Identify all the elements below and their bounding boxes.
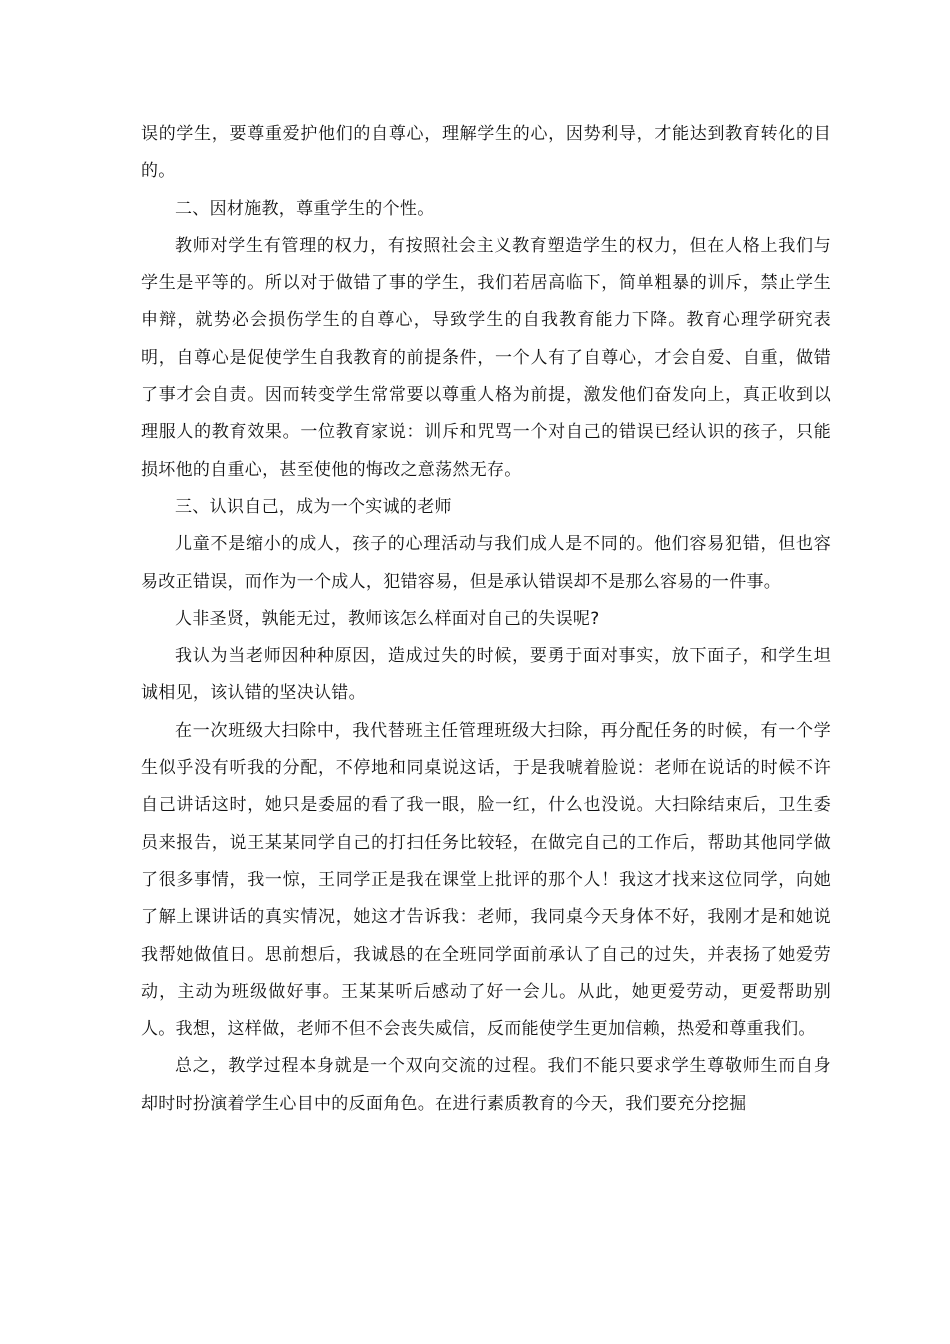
section-heading-2: 二、因材施教，尊重学生的个性。 <box>175 198 435 219</box>
paragraph-story: 在一次班级大扫除中，我代替班主任管理班级大扫除，再分配任务的时候，有一个学生似乎没有听我的分配，不停地和同桌说这话，于是我唬着脸说：老师在说话的时候不许自己讲话这时，她只是委屈的看了我一眼，脸一红，什么也没说。大扫除结束后，卫生委员来报告，说王某某同学自己的打扫任务比较轻，在做完自己的工作后，帮助其他同学做了很多事情，我一惊，王同学正是我在课堂上批评的那个人！我这才找来这位同学，向她了解上课讲话的真实情况，她这才告诉我：老师，我同桌今天身体不好，我刚才是和她说我帮她做值日。思前想后，我诚恳的在全班同学面前承认了自己的过失，并表扬了她爱劳动，主动为班级做好事。王某某听后感动了好一会儿。从此，她更爱劳动，更爱帮助别人。我想，这样做，老师不但不会丧失威信，反而能使学生更加信赖，热爱和尊重我们。 <box>141 720 831 1040</box>
paragraph-conclusion: 总之，教学过程本身就是一个双向交流的过程。我们不能只要求学生尊敬师生而自身却时时扮演着学生心目中的反面角色。在进行素质教育的今天，我们要充分挖掘 <box>141 1056 831 1114</box>
paragraph-question: 人非圣贤，孰能无过，教师该怎么样面对自己的失误呢? <box>175 608 600 629</box>
section-heading-3: 三、认识自己，成为一个实诚的老师 <box>175 496 452 517</box>
paragraph-teacher-power: 教师对学生有管理的权力，有按照社会主义教育塑造学生的权力，但在人格上我们与学生是平等的。所以对于做错了事的学生，我们若居高临下，简单粗暴的训斥，禁止学生申辩，就势必会损伤学生的自尊心，导致学生的自我教育能力下降。教育心理学研究表明，自尊心是促使学生自我教育的前提条件，一个人有了自尊心，才会自爱、自重，做错了事才会自责。因而转变学生常常要以尊重人格为前提，激发他们奋发向上，真正收到以理服人的教育效果。一位教育家说：训斥和咒骂一个对自己的错误已经认识的孩子，只能损坏他的自重心，甚至使他的悔改之意荡然无存。 <box>141 235 831 480</box>
paragraph-continued-text: 误的学生，要尊重爱护他们的自尊心，理解学生的心，因势利导，才能达到教育转化的目的。 <box>141 124 831 182</box>
document-body <box>141 116 831 1123</box>
paragraph-children: 儿童不是缩小的成人，孩子的心理活动与我们成人是不同的。他们容易犯错，但也容易改正错误，而作为一个成人，犯错容易，但是承认错误却不是那么容易的一件事。 <box>141 534 831 592</box>
paragraph-admit-mistake: 我认为当老师因种种原因，造成过失的时候，要勇于面对事实，放下面子，和学生坦诚相见，该认错的坚决认错。 <box>141 646 831 704</box>
